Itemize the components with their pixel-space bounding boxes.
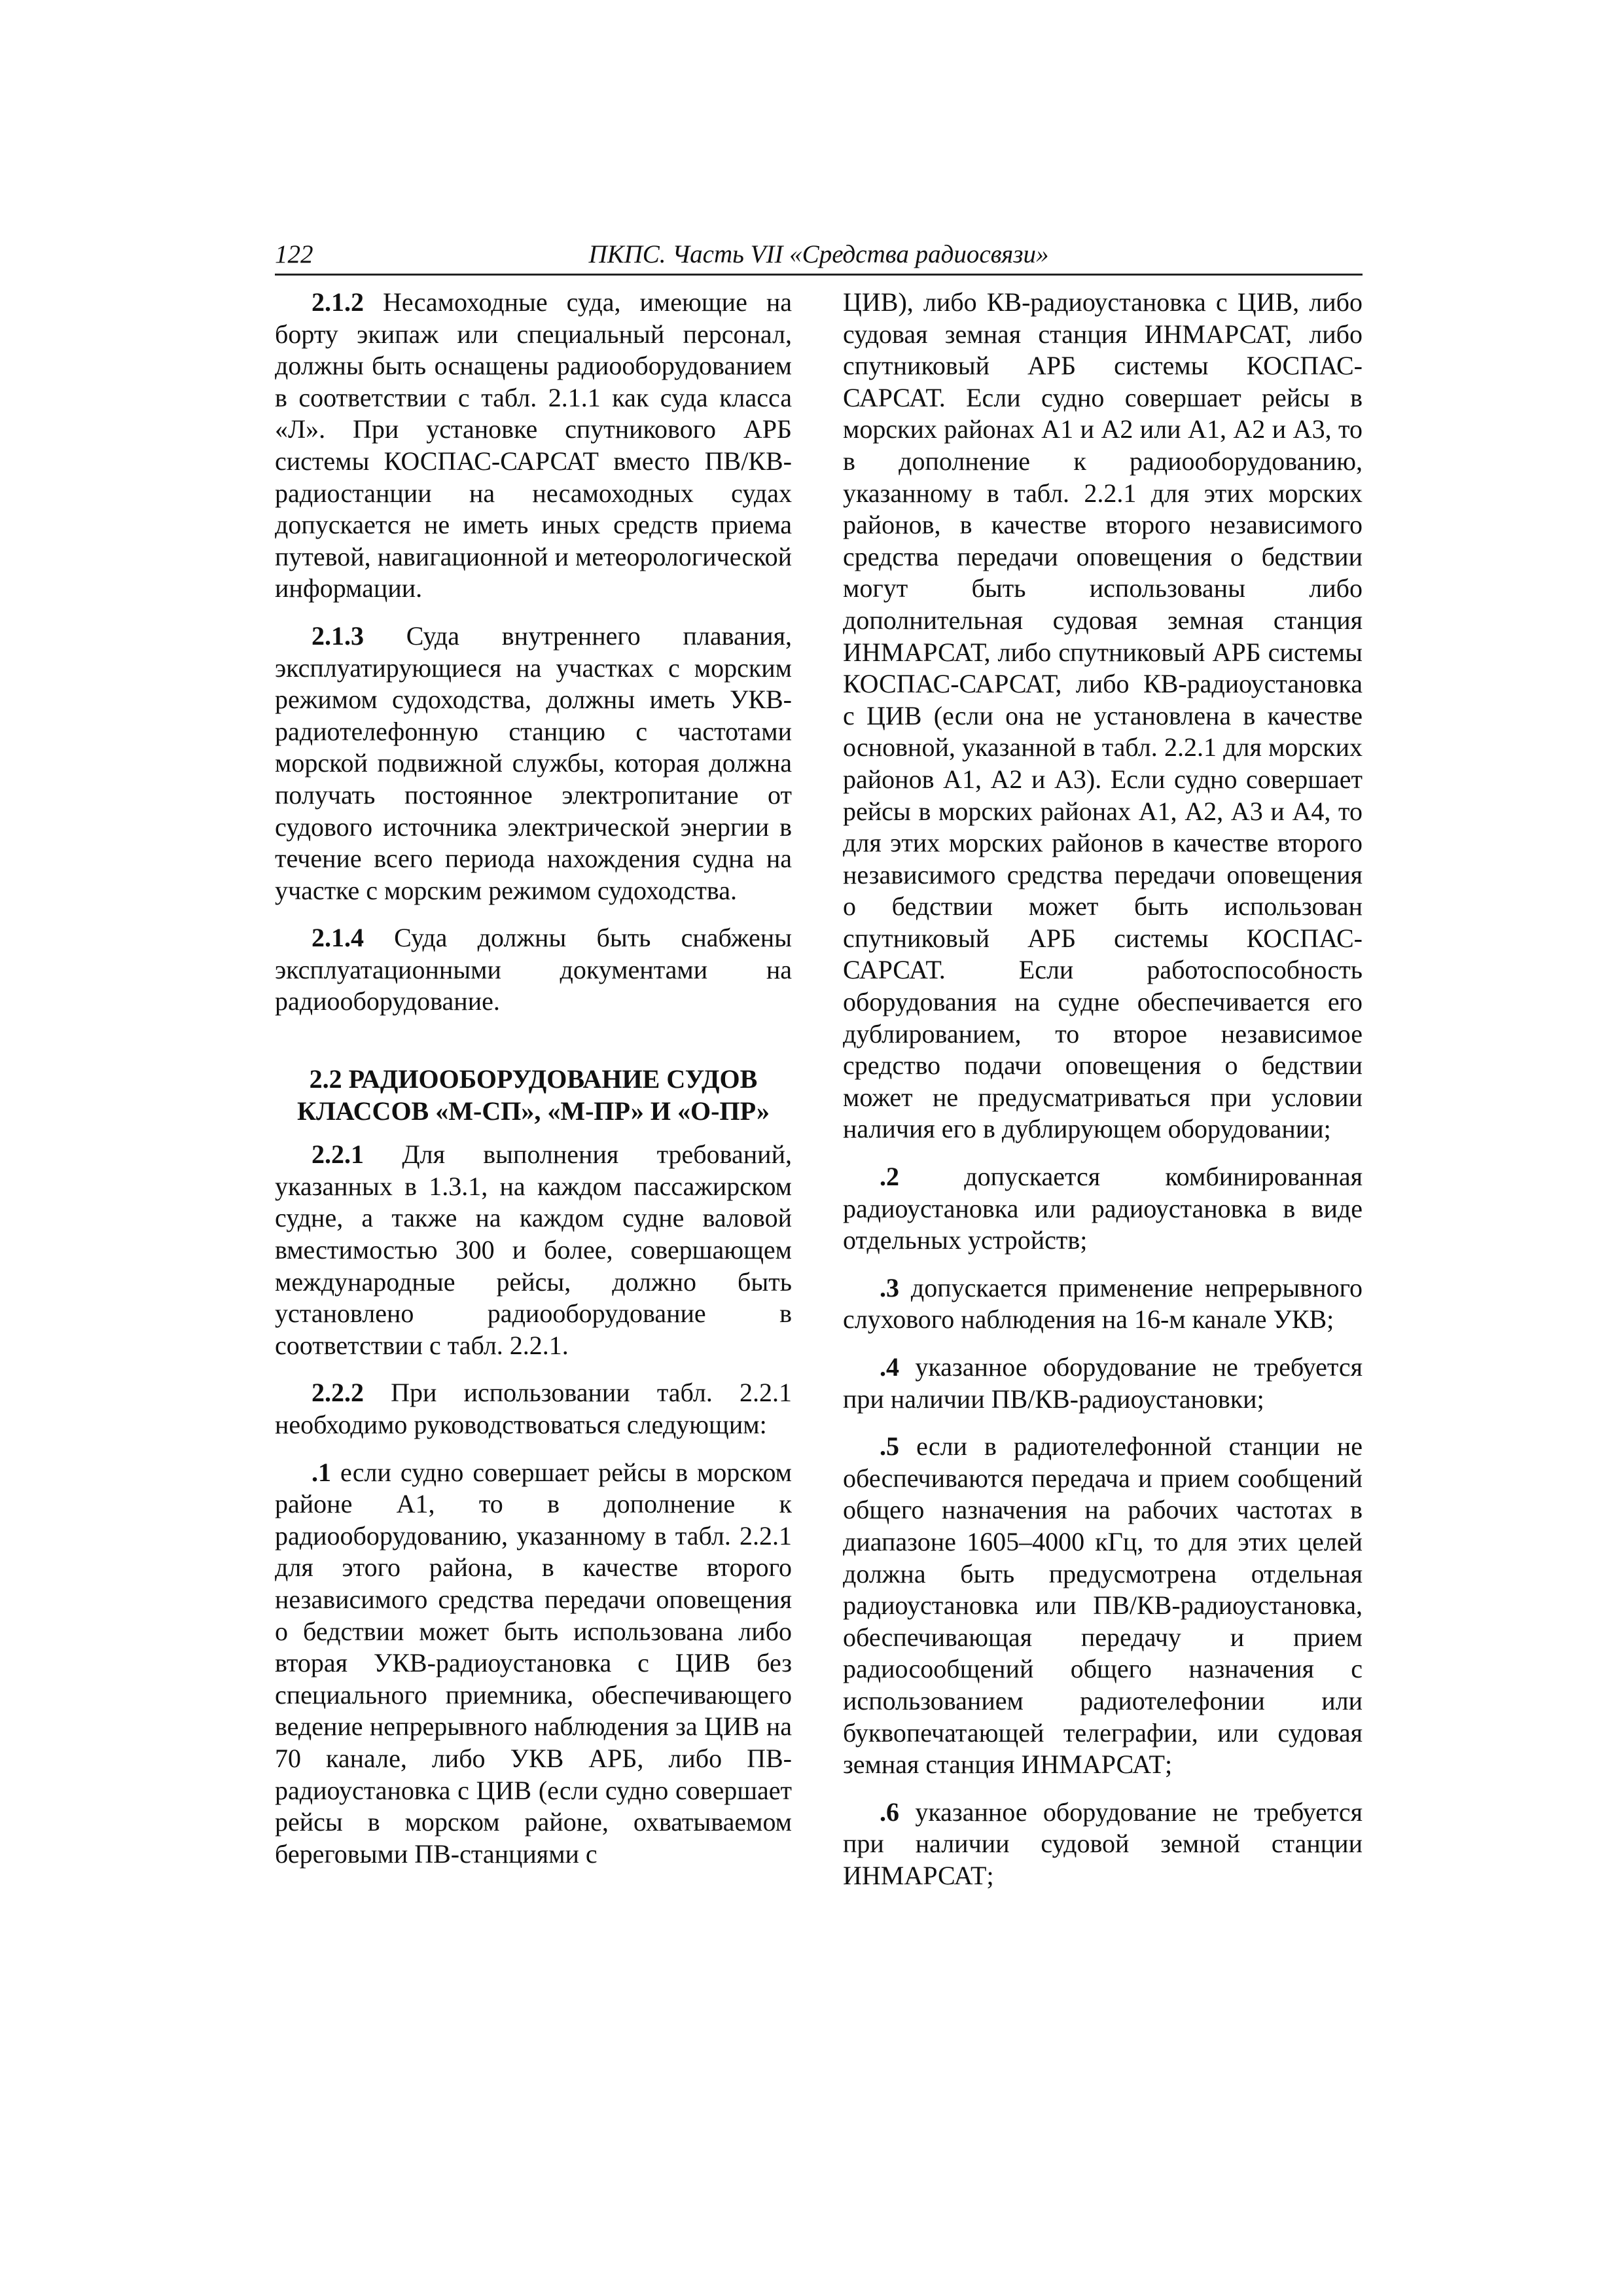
list-item-2 (843, 1161, 1363, 1257)
paragraph-text: если в радиотелефонной станции не обеспечиваются передача и прием сообщений общего назначения на рабочих частотах в диапазоне 1605–4000 кГц, то для этих целей должна быть предусмотрена отдельная радиоустановка или ПВ/КВ-радиоустановка, обеспечивающая передачу и прием радиосообщений общего назначения с использованием радиотелефонии или буквопечатающей телеграфии, или судовая земная станция ИНМАРСАТ; (843, 1431, 1363, 1780)
item-number: .5 (880, 1431, 899, 1462)
clause-number: 2.1.2 (312, 287, 364, 317)
paragraph-2-1-4 (275, 922, 792, 1018)
list-item-4 (843, 1352, 1363, 1415)
running-title: ПКПС. Часть VII «Средства радиосвязи» (588, 240, 1049, 268)
clause-number: 2.2.1 (312, 1139, 364, 1170)
page-header (275, 240, 1363, 276)
section-heading-line2: КЛАССОВ «М-СП», «М-ПР» И «О-ПР» (296, 1096, 770, 1126)
item-number: .3 (880, 1272, 899, 1302)
paragraph-text: Суда внутреннего плавания, эксплуатирующиеся на участках с морским режимом судоходства, должны иметь УКВ-радиотелефонную станцию с частотами морской подвижной службы, которая должна получать постоянное электропитание от судового источника электрической энергии в течение всего периода нахождения судна на участке с морским режимом судоходства. (275, 620, 792, 905)
paragraph-text: Для выполнения требований, указанных в 1.3.1, на каждом пассажирском судне, а также на каждом судне валовой вместимостью 300 и более, совершающем международные рейсы, должно быть установлено радиооборудование в соответствии с табл. 2.2.1. (275, 1139, 792, 1360)
paragraph-text: указанное оборудование не требуется при наличии ПВ/КВ-радиоустановки; (843, 1352, 1363, 1414)
list-item-6 (843, 1797, 1363, 1892)
paragraph-text: допускается комбинированная радиоустановка или радиоустановка в виде отдельных устройств; (843, 1162, 1363, 1255)
item-number: .2 (880, 1162, 899, 1192)
clause-number: 2.1.4 (312, 923, 364, 953)
paragraph-text: Суда должны быть снабжены эксплуатационными документами на радиооборудование. (275, 923, 792, 1016)
paragraph-text: При использовании табл. 2.2.1 необходимо руководствоваться следующим: (275, 1378, 792, 1439)
page-number: 122 (275, 240, 313, 268)
list-item-5 (843, 1431, 1363, 1781)
paragraph-2-2-2 (275, 1377, 792, 1441)
paragraph-2-1-2 (275, 287, 792, 605)
paragraph-2-1-3 (275, 620, 792, 906)
item-number: .1 (312, 1457, 331, 1487)
item-number: .6 (880, 1797, 899, 1827)
item-number: .4 (880, 1352, 899, 1382)
clause-number: 2.2.2 (312, 1378, 364, 1408)
list-item-3 (843, 1272, 1363, 1336)
clause-number: 2.1.3 (312, 620, 364, 651)
section-heading-line1: 2.2 РАДИООБОРУДОВАНИЕ СУДОВ (309, 1064, 758, 1094)
list-item-1-continued: ЦИВ), либо КВ-радиоустановка с ЦИВ, либо судовая земная станция ИНМАРСАТ, либо спутниковый АРБ системы КОСПАС-САРСАТ. Если судно совершает рейсы в морских районах А1 и А2 или А1, А2 и А3, то в дополнение к радиооборудованию, указанному в табл. 2.2.1 для этих морских районов, в качестве второго независимого средства передачи оповещения о бедствии могут быть использованы либо дополнительная судовая земная станция ИНМАРСАТ, либо спутниковый АРБ системы КОСПАС-САРСАТ, либо КВ-радиоустановка с ЦИВ (если она не установлена в качестве основной, указанной в табл. 2.2.1 для морских районов А1, А2 и А3). Если судно совершает рейсы в морских районах А1, А2, А3 и А4, то для этих морских районов в качестве второго независимого средства передачи оповещения о бедствии может быть использован спутниковый АРБ системы КОСПАС-САРСАТ. Если работоспособность оборудования на судне обеспечивается его дублированием, то второе независимое средство подачи оповещения о бедствии может не предусматриваться при условии наличия его в дублирующем оборудовании; (843, 287, 1363, 1144)
left-column (275, 287, 792, 1886)
paragraph-text: допускается применение непрерывного слухового наблюдения на 16-м канале УКВ; (843, 1272, 1363, 1335)
paragraph-text: указанное оборудование не требуется при наличии судовой земной станции ИНМАРСАТ; (843, 1797, 1363, 1890)
list-item-1 (275, 1457, 792, 1871)
right-column (843, 287, 1363, 1908)
paragraph-text: если судно совершает рейсы в морском районе А1, то в дополнение к радиооборудованию, указанному в табл. 2.2.1 для этого района, в качестве второго независимого средства передачи оповещения о бедствии может быть использована либо вторая УКВ-радиоустановка с ЦИВ без специального приемника, обеспечивающего ведение непрерывного наблюдения за ЦИВ на 70 канале, либо УКВ АРБ, либо ПВ-радиоустановка с ЦИВ (если судно совершает рейсы в морском районе, охватываемом береговыми ПВ-станциями с (275, 1457, 792, 1869)
paragraph-text: Несамоходные суда, имеющие на борту экипаж или специальный персонал, должны быть оснащены радиооборудованием в соответствии с табл. 2.1.1 как суда класса «Л». При установке спутникового АРБ системы КОСПАС-САРСАТ вместо ПВ/КВ-радиостанции на несамоходных судах допускается не иметь иных средств приема путевой, навигационной и метеорологической информации. (275, 287, 792, 603)
paragraph-2-2-1 (275, 1139, 792, 1361)
section-heading (275, 1064, 792, 1127)
